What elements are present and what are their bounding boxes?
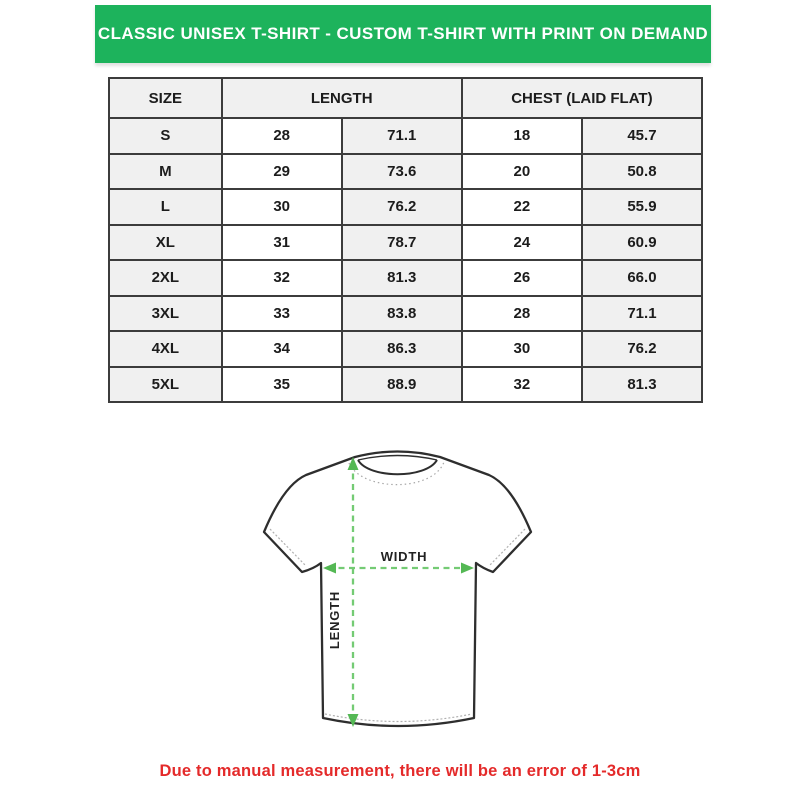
size-cell: XL xyxy=(109,225,222,261)
measurement-disclaimer: Due to manual measurement, there will be an error of 1-3cm xyxy=(159,762,641,780)
length-cm-cell: 86.3 xyxy=(342,331,462,367)
col-header-size: SIZE xyxy=(109,78,222,118)
size-cell: 3XL xyxy=(109,296,222,332)
chest-in-cell: 32 xyxy=(462,367,582,403)
col-header-length: LENGTH xyxy=(222,78,462,118)
size-chart-table xyxy=(108,77,703,403)
table-header-row xyxy=(109,78,702,118)
length-in-cell: 34 xyxy=(222,331,342,367)
length-in-cell: 30 xyxy=(222,189,342,225)
table-row xyxy=(109,260,702,296)
length-cm-cell: 83.8 xyxy=(342,296,462,332)
length-cm-cell: 76.2 xyxy=(342,189,462,225)
length-label: LENGTH xyxy=(327,590,342,650)
length-in-cell: 28 xyxy=(222,118,342,154)
chest-cm-cell: 60.9 xyxy=(582,225,702,261)
chest-in-cell: 18 xyxy=(462,118,582,154)
length-in-cell: 31 xyxy=(222,225,342,261)
size-cell: L xyxy=(109,189,222,225)
chest-in-cell: 26 xyxy=(462,260,582,296)
chest-cm-cell: 55.9 xyxy=(582,189,702,225)
chest-cm-cell: 45.7 xyxy=(582,118,702,154)
table-row xyxy=(109,367,702,403)
banner xyxy=(95,5,711,63)
length-in-cell: 29 xyxy=(222,154,342,190)
length-cm-cell: 71.1 xyxy=(342,118,462,154)
chest-cm-cell: 50.8 xyxy=(582,154,702,190)
size-cell: 4XL xyxy=(109,331,222,367)
length-in-cell: 33 xyxy=(222,296,342,332)
table-row xyxy=(109,154,702,190)
chest-in-cell: 28 xyxy=(462,296,582,332)
table-row xyxy=(109,118,702,154)
length-in-cell: 32 xyxy=(222,260,342,296)
chest-cm-cell: 71.1 xyxy=(582,296,702,332)
chest-in-cell: 22 xyxy=(462,189,582,225)
tshirt-diagram xyxy=(240,430,560,750)
length-cm-cell: 81.3 xyxy=(342,260,462,296)
length-cm-cell: 78.7 xyxy=(342,225,462,261)
chest-cm-cell: 66.0 xyxy=(582,260,702,296)
chest-cm-cell: 76.2 xyxy=(582,331,702,367)
size-cell: 2XL xyxy=(109,260,222,296)
size-cell: M xyxy=(109,154,222,190)
chest-in-cell: 30 xyxy=(462,331,582,367)
tshirt-outline xyxy=(264,452,531,727)
table-row xyxy=(109,331,702,367)
length-in-cell: 35 xyxy=(222,367,342,403)
table-row xyxy=(109,296,702,332)
chest-in-cell: 24 xyxy=(462,225,582,261)
chest-in-cell: 20 xyxy=(462,154,582,190)
col-header-chest: CHEST (LAID FLAT) xyxy=(462,78,702,118)
length-cm-cell: 88.9 xyxy=(342,367,462,403)
size-cell: 5XL xyxy=(109,367,222,403)
width-label: WIDTH xyxy=(380,549,428,564)
chest-cm-cell: 81.3 xyxy=(582,367,702,403)
size-cell: S xyxy=(109,118,222,154)
table-row xyxy=(109,225,702,261)
page-title: CLASSIC UNISEX T-SHIRT - CUSTOM T-SHIRT WITH PRINT ON DEMAND xyxy=(97,24,709,43)
length-cm-cell: 73.6 xyxy=(342,154,462,190)
table-row xyxy=(109,189,702,225)
